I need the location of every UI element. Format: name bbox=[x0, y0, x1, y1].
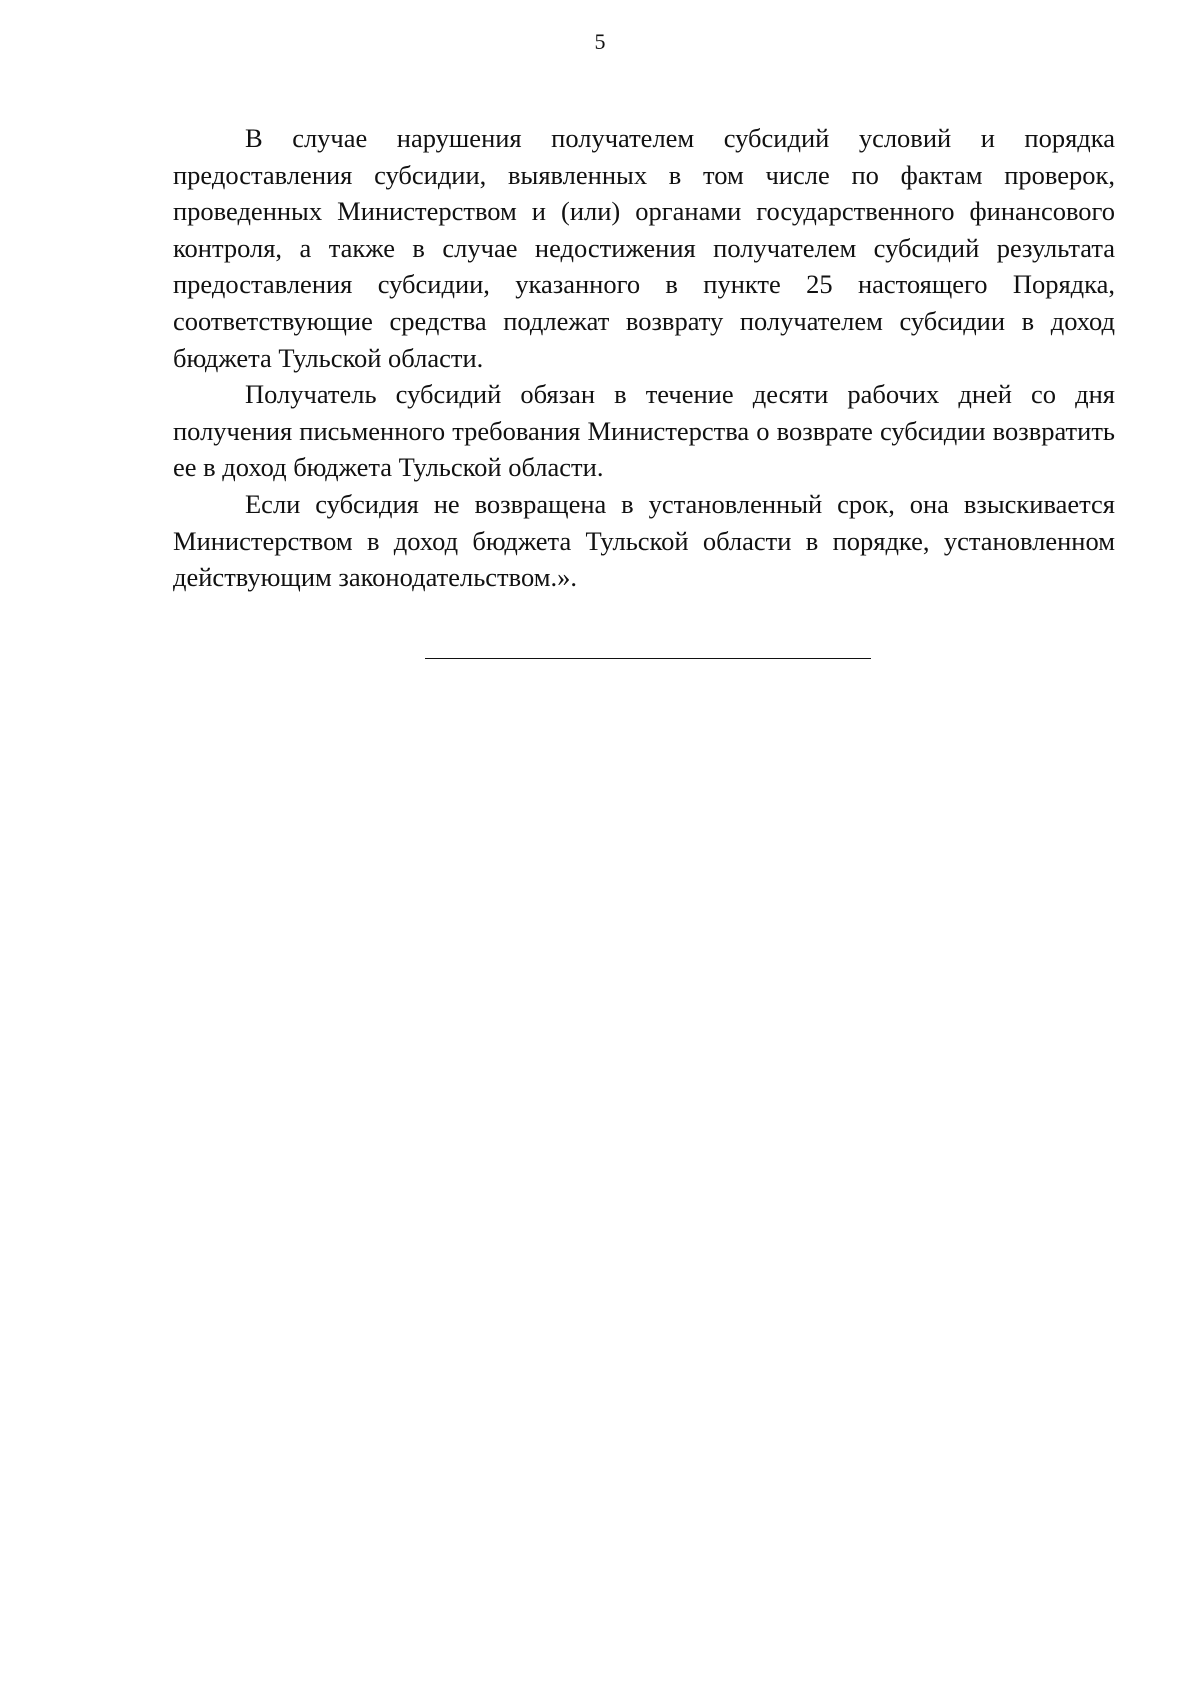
paragraph-refund-violation: В случае нарушения получателем субсидий условий и порядка предоставления субсидии, выявленных в том числе по фактам проверок, проведенных Министерством и (или) органами государственного финансового контроля, а также в случае недостижения получателем субсидий результата предоставления субсидии, указанного в пункте 25 настоящего Порядка, соответствующие средства подлежат возврату получателем субсидии в доход бюджета Тульской области. bbox=[173, 123, 1115, 373]
page-number: 5 bbox=[594, 29, 606, 54]
paragraph-recovery: Если субсидия не возвращена в установленный срок, она взыскивается Министерством в доход бюджета Тульской области в порядке, установленном действующим законодательством.». bbox=[173, 488, 1115, 593]
end-of-document-divider bbox=[425, 658, 871, 659]
paragraph-refund-deadline: Получатель субсидий обязан в течение десяти рабочих дней со дня получения письменного требования Министерства о возврате субсидии возвратить ее в доход бюджета Тульской области. bbox=[173, 379, 1115, 483]
document-body bbox=[173, 120, 1115, 596]
